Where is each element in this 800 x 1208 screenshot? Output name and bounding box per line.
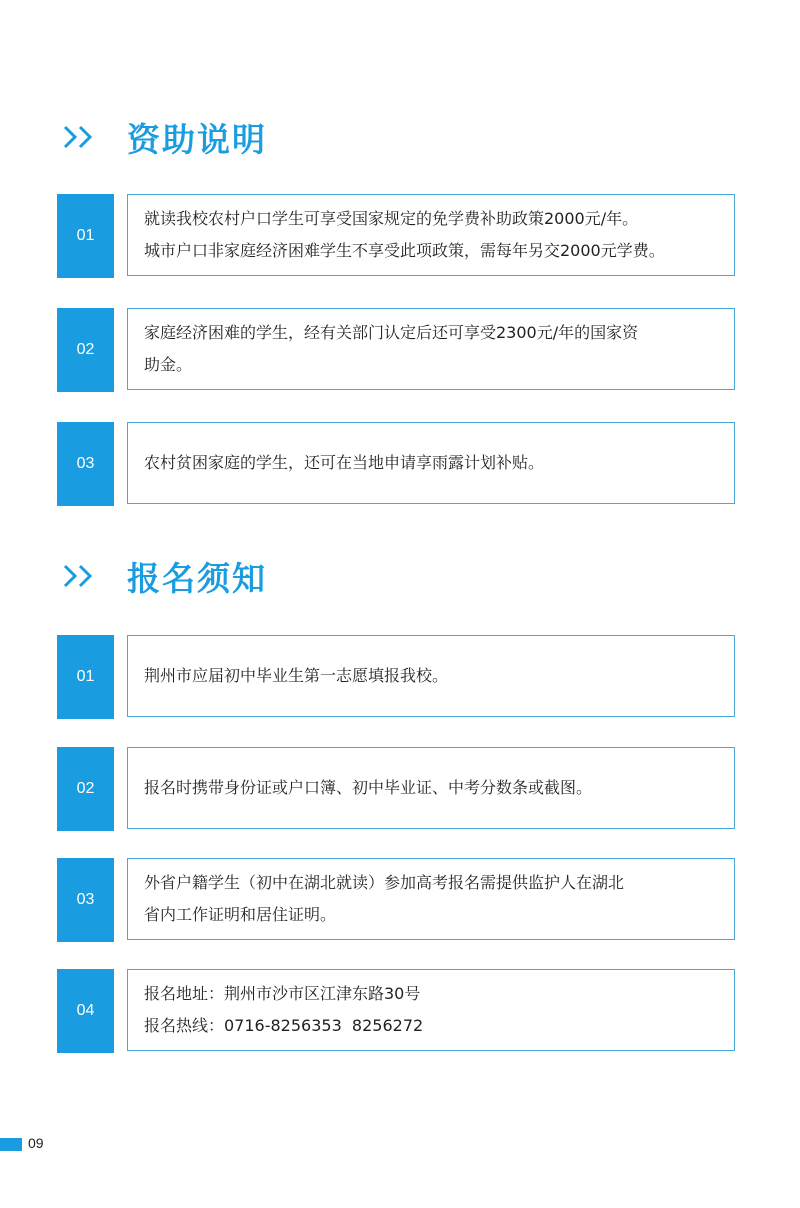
item-text-box: [127, 858, 735, 940]
list-item: [57, 747, 737, 831]
list-item: [57, 308, 737, 392]
item-text-line: 家庭经济困难的学生，经有关部门认定后还可享受2300元/年的国家资: [144, 323, 639, 342]
item-number-badge: 02: [57, 747, 114, 831]
list-item: [57, 422, 737, 506]
item-text-line: 外省户籍学生（初中在湖北就读）参加高考报名需提供监护人在湖北: [144, 873, 625, 892]
item-text-line: 农村贫困家庭的学生，还可在当地申请享雨露计划补贴。: [144, 453, 545, 472]
double-chevron-icon: [62, 561, 96, 591]
section-header-funding: [62, 107, 267, 167]
item-text-box: [127, 969, 735, 1051]
item-number-badge: 03: [57, 858, 114, 942]
item-number-badge: 03: [57, 422, 114, 506]
item-text-box: [127, 308, 735, 390]
section-title: 资助说明: [127, 119, 267, 159]
list-item: [57, 969, 737, 1053]
item-text-box: [127, 422, 735, 504]
item-text-box: [127, 635, 735, 717]
section-title: 报名须知: [127, 558, 267, 598]
item-number-badge: 01: [57, 635, 114, 719]
item-text-line: 就读我校农村户口学生可享受国家规定的免学费补助政策2000元/年。: [144, 209, 639, 228]
item-text-line: 城市户口非家庭经济困难学生不享受此项政策，需每年另交2000元学费。: [144, 241, 665, 260]
list-item: [57, 858, 737, 942]
item-text-box: [127, 194, 735, 276]
item-text-line: 报名时携带身份证或户口簿、初中毕业证、中考分数条或截图。: [144, 778, 593, 797]
list-item: [57, 194, 737, 278]
item-text-box: [127, 747, 735, 829]
item-text-line: 荆州市应届初中毕业生第一志愿填报我校。: [144, 666, 449, 685]
item-text-line: 助金。: [144, 355, 193, 374]
footer-accent-bar: [0, 1138, 22, 1151]
item-number-badge: 04: [57, 969, 114, 1053]
page-number: 09: [28, 1135, 44, 1151]
item-number-badge: 02: [57, 308, 114, 392]
item-number-badge: 01: [57, 194, 114, 278]
list-item: [57, 635, 737, 719]
item-text-line: 省内工作证明和居住证明。: [144, 905, 337, 924]
item-text-line: 报名地址：荆州市沙市区江津东路30号: [144, 984, 421, 1003]
item-text-line: 报名热线：0716-8256353 8256272: [144, 1016, 424, 1035]
section-header-enrollment: [62, 546, 267, 606]
double-chevron-icon: [62, 122, 96, 152]
